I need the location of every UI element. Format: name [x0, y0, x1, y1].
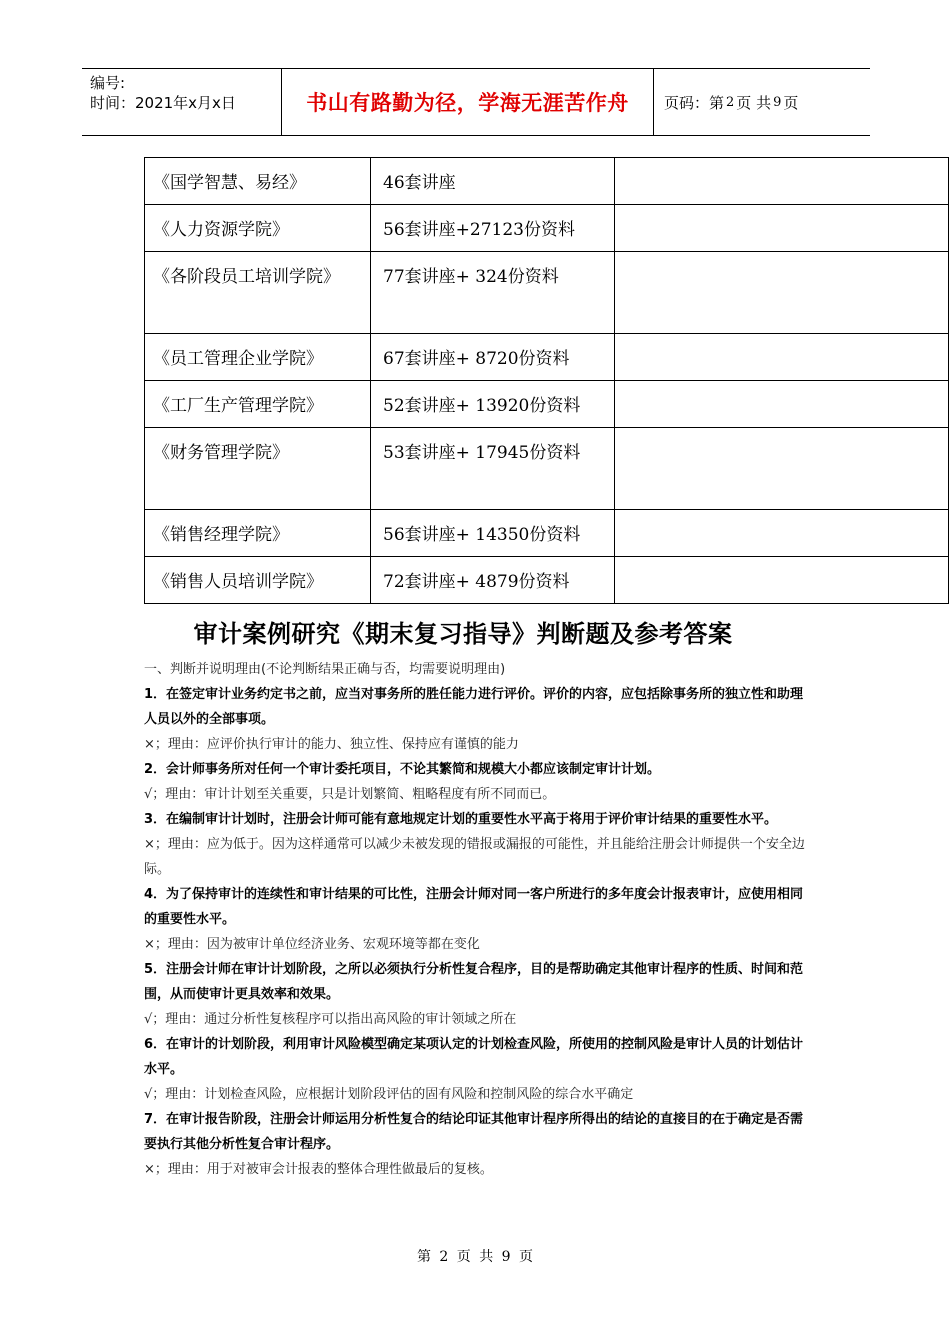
- footer-middle: 页 共: [456, 1249, 494, 1265]
- answer-text: ×；理由：应为低于。因为这样通常可以减少未被发现的错报或漏报的可能性，并且能给注册会计师提供一个安全边际。: [144, 837, 805, 877]
- catalog-content: 56套讲座+27123份资料: [371, 205, 615, 252]
- answer-text: ×；理由：应评价执行审计的能力、独立性、保持应有谨慎的能力: [144, 737, 519, 752]
- catalog-content: 56套讲座+ 14350份资料: [371, 510, 615, 557]
- catalog-note: [615, 428, 949, 510]
- table-row: [145, 205, 949, 252]
- catalog-content: 52套讲座+ 13920份资料: [371, 381, 615, 428]
- table-row: [145, 158, 949, 205]
- catalog-content: 77套讲座+ 324份资料: [371, 252, 615, 334]
- table-row: [145, 557, 949, 604]
- course-catalog-table: [144, 157, 949, 604]
- catalog-content: 53套讲座+ 17945份资料: [371, 428, 615, 510]
- catalog-note: [615, 381, 949, 428]
- question-text: 2．会计师事务所对任何一个审计委托项目，不论其繁简和规模大小都应该制定审计计划。: [144, 762, 661, 777]
- page-total: 9: [773, 94, 782, 110]
- catalog-content: 46套讲座: [371, 158, 615, 205]
- page-suffix: 页: [783, 93, 799, 112]
- page-prefix: 页码：第: [664, 93, 725, 112]
- catalog-name: 《国学智慧、易经》: [145, 158, 371, 205]
- document-time-label: 时间：2021年x月x日: [90, 94, 236, 112]
- catalog-name: 《工厂生产管理学院》: [145, 381, 371, 428]
- catalog-note: [615, 557, 949, 604]
- answer-text: √；理由：通过分析性复核程序可以指出高风险的审计领域之所在: [144, 1012, 517, 1027]
- header-slogan: 书山有路勤为径，学海无涯苦作舟: [282, 69, 654, 135]
- table-row: [145, 510, 949, 557]
- answer-text: √；理由：计划检查风险，应根据计划阶段评估的固有风险和控制风险的综合水平确定: [144, 1087, 634, 1102]
- catalog-note: [615, 158, 949, 205]
- question-text: 3．在编制审计计划时，注册会计师可能有意地规定计划的重要性水平高于将用于评价审计结果的重要性水平。: [144, 812, 778, 827]
- article-body: [144, 657, 814, 1182]
- footer-total: 9: [501, 1249, 511, 1265]
- catalog-note: [615, 252, 949, 334]
- table-row: [145, 381, 949, 428]
- question-text: 7．在审计报告阶段，注册会计师运用分析性复合的结论印证其他审计程序所得出的结论的直接目的在于确定是否需要执行其他分析性复合审计程序。: [144, 1112, 804, 1152]
- catalog-name: 《财务管理学院》: [145, 428, 371, 510]
- answer-text: √；理由：审计计划至关重要，只是计划繁简、粗略程度有所不同而已。: [144, 787, 556, 802]
- footer-current: 2: [439, 1249, 449, 1265]
- page-header: [82, 68, 870, 136]
- question-text: 4．为了保持审计的连续性和审计结果的可比性，注册会计师对同一客户所进行的多年度会计报表审计，应使用相同的重要性水平。: [144, 887, 804, 927]
- question-text: 5．注册会计师在审计计划阶段，之所以必须执行分析性复合程序，目的是帮助确定其他审计程序的性质、时间和范围，从而使审计更具效率和效果。: [144, 962, 804, 1002]
- header-meta: [82, 69, 282, 135]
- catalog-note: [615, 334, 949, 381]
- catalog-name: 《员工管理企业学院》: [145, 334, 371, 381]
- catalog-content: 67套讲座+ 8720份资料: [371, 334, 615, 381]
- catalog-name: 《销售人员培训学院》: [145, 557, 371, 604]
- table-row: [145, 428, 949, 510]
- article-title: 审计案例研究《期末复习指导》判断题及参考答案: [193, 620, 733, 648]
- table-row: [145, 252, 949, 334]
- catalog-name: 《人力资源学院》: [145, 205, 371, 252]
- catalog-name: 《各阶段员工培训学院》: [145, 252, 371, 334]
- page-current: 2: [726, 94, 735, 110]
- question-text: 1．在签定审计业务约定书之前，应当对事务所的胜任能力进行评价。评价的内容，应包括除事务所的独立性和助理人员以外的全部事项。: [144, 687, 804, 727]
- catalog-note: [615, 510, 949, 557]
- answer-text: ×；理由：用于对被审会计报表的整体合理性做最后的复核。: [144, 1162, 493, 1177]
- question-text: 6．在审计的计划阶段，利用审计风险模型确定某项认定的计划检查风险，所使用的控制风险是审计人员的计划估计水平。: [144, 1037, 804, 1077]
- catalog-content: 72套讲座+ 4879份资料: [371, 557, 615, 604]
- table-row: [145, 334, 949, 381]
- page-footer: [0, 1246, 950, 1266]
- header-page-indicator: [654, 69, 870, 135]
- catalog-note: [615, 205, 949, 252]
- document-number-label: 编号:: [90, 74, 126, 92]
- answer-text: ×；理由：因为被审计单位经济业务、宏观环境等都在变化: [144, 937, 480, 952]
- footer-prefix: 第: [416, 1249, 431, 1265]
- footer-suffix: 页: [519, 1249, 534, 1265]
- catalog-name: 《销售经理学院》: [145, 510, 371, 557]
- page-middle: 页 共: [736, 93, 772, 112]
- section-intro: 一、判断并说明理由(不论判断结果正确与否，均需要说明理由): [144, 662, 506, 677]
